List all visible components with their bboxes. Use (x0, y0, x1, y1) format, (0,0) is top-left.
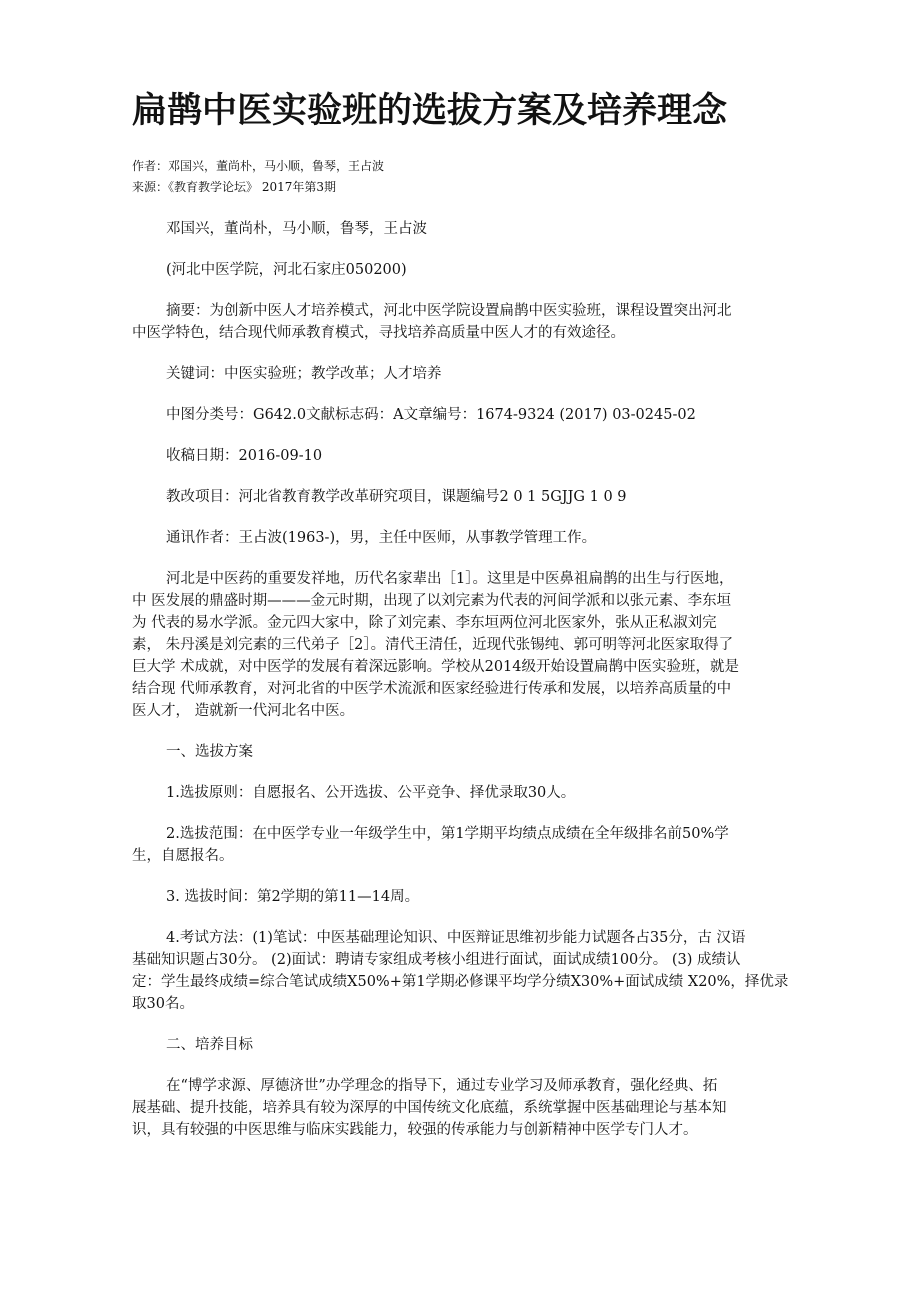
paragraph (132, 218, 802, 240)
source-line: 来源：《教育教学论坛》 2017年第3期 (132, 180, 336, 194)
text-line: 3. 选拔时间：第2学期的第11—14周。 (166, 889, 420, 905)
text-line: 医人才， 造就新一代河北名中医。 (132, 703, 355, 719)
text-line: 基础知识题占30分。 (2)面试：聘请专家组成考核小组进行面试，面试成绩100分。 (3) 成绩认 (132, 952, 741, 968)
text-line: 定：学生最终成绩=综合笔试成绩X50%+第1学期必修课平均学分绩X30%+面试成绩 X20%，择优录 (132, 974, 789, 990)
text-line: 收稿日期：2016-09-10 (166, 448, 323, 464)
paragraph (132, 1034, 802, 1056)
text-line: 中 医发展的鼎盛时期———金元时期，出现了以刘完素为代表的河间学派和以张元素、李东垣 (132, 593, 732, 609)
text-line: 结合现 代师承教育，对河北省的中医学术流派和医家经验进行传承和发展，以培养高质量的中 (132, 681, 732, 697)
text-line: 中医学特色，结合现代师承教育模式，寻找培养高质量中医人才的有效途径。 (132, 325, 625, 341)
paragraph (132, 527, 802, 549)
text-line: 河北是中医药的重要发祥地，历代名家辈出［1］。这里是中医鼻祖扁鹊的出生与行医地， (166, 571, 734, 587)
text-line: 一、选拔方案 (166, 744, 253, 760)
text-line: 二、培养目标 (166, 1037, 253, 1053)
paragraph (132, 927, 802, 1015)
text-line: 4.考试方法：(1)笔试：中医基础理论知识、中医辩证思维初步能力试题各占35分，古 汉语 (166, 930, 746, 946)
text-line: 邓国兴，董尚朴，马小顺，鲁琴，王占波 (166, 221, 427, 237)
document-page (132, 88, 802, 1160)
text-line: 1.选拔原则：自愿报名、公开选拔、公平竞争、择优录取30人。 (166, 785, 576, 801)
paragraph (132, 486, 802, 508)
paragraph (132, 568, 802, 722)
text-line: 摘要：为创新中医人才培养模式，河北中医学院设置扁鹊中医实验班，课程设置突出河北 (166, 303, 732, 319)
text-line: 取30名。 (132, 996, 194, 1012)
paragraph (132, 300, 802, 344)
text-line: 为 代表的易水学派。金元四大家中，除了刘完素、李东垣两位河北医家外，张从正私淑刘完 (132, 615, 717, 631)
text-line: 素， 朱丹溪是刘完素的三代弟子［2］。清代王清任，近现代张锡纯、郭可明等河北医家取得了 (132, 637, 734, 653)
text-line: 生，自愿报名。 (132, 848, 234, 864)
text-line: (河北中医学院，河北石家庄050200) (166, 262, 407, 278)
paragraph (132, 741, 802, 763)
text-line: 在“博学求源、厚德济世”办学理念的指导下，通过专业学习及师承教育，强化经典、拓 (166, 1078, 718, 1094)
paragraph (132, 782, 802, 804)
article-body (132, 218, 802, 1141)
text-line: 巨大学 术成就，对中医学的发展有着深远影响。学校从2014级开始设置扁鹊中医实验班，就是 (132, 659, 740, 675)
authors-line: 作者：邓国兴，董尚朴，马小顺，鲁琴，王占波 (132, 159, 385, 173)
paragraph (132, 823, 802, 867)
text-line: 中图分类号：G642.0文献标志码：A文章编号：1674-9324 (2017) 03-0245-02 (166, 407, 696, 423)
paragraph (132, 445, 802, 467)
text-line: 通讯作者：王占波(1963-)，男，主任中医师，从事教学管理工作。 (166, 530, 597, 546)
paragraph (132, 259, 802, 281)
article-meta (132, 156, 802, 198)
text-line: 关键词：中医实验班；教学改革；人才培养 (166, 366, 442, 382)
text-line: 展基础、提升技能，培养具有较为深厚的中国传统文化底蕴，系统掌握中医基础理论与基本知 (132, 1100, 727, 1116)
document-title: 扁鹊中医实验班的选拔方案及培养理念 (132, 91, 728, 131)
paragraph (132, 404, 802, 426)
paragraph (132, 363, 802, 385)
text-line: 识，具有较强的中医思维与临床实践能力，较强的传承能力与创新精神中医学专门人才。 (132, 1122, 698, 1138)
text-line: 教改项目：河北省教育教学改革研究项目，课题编号2 0 1 5GJJG 1 0 9 (166, 489, 627, 505)
paragraph (132, 1075, 802, 1141)
text-line: 2.选拔范围：在中医学专业一年级学生中，第1学期平均绩点成绩在全年级排名前50%学 (166, 826, 729, 842)
paragraph (132, 886, 802, 908)
